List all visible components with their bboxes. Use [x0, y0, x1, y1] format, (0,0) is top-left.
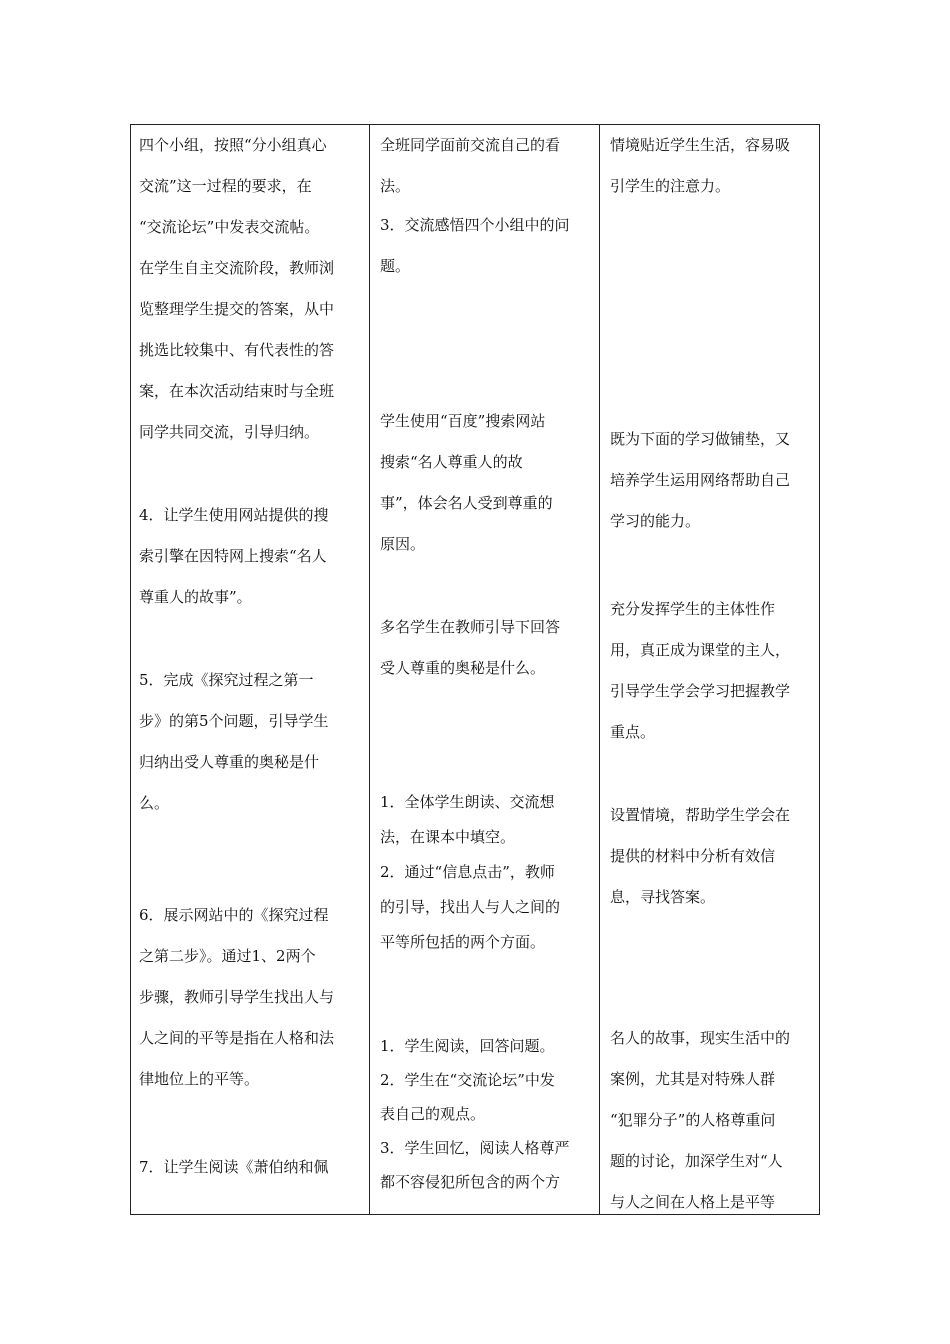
text-line: 4．让学生使用网站提供的搜	[139, 506, 329, 524]
col2-paragraph	[380, 785, 592, 960]
text-line: 既为下面的学习做铺垫，又	[610, 430, 791, 448]
text-line: 平等所包括的两个方面。	[380, 933, 546, 951]
col1-paragraph	[139, 1147, 363, 1188]
col3-paragraph	[610, 589, 812, 753]
text-line: 同学共同交流，引导归纳。	[139, 423, 320, 441]
text-line: 重点。	[610, 723, 656, 741]
col3-paragraph	[610, 419, 812, 542]
text-line: 步》的第5个问题，引导学生	[139, 712, 329, 730]
text-line: 6．展示网站中的《探究过程	[139, 906, 329, 924]
text-line: 全班同学面前交流自己的看	[380, 136, 561, 154]
text-line: 题。	[380, 257, 411, 275]
col1-paragraph	[139, 125, 363, 453]
col1-paragraph	[139, 895, 363, 1100]
text-line: 在学生自主交流阶段，教师浏	[139, 259, 335, 277]
text-line: 么。	[139, 794, 170, 812]
text-line: 法。	[380, 177, 411, 195]
text-line: 索引擎在因特网上搜索“名人	[139, 547, 327, 565]
text-line: 都不容侵犯所包含的两个方	[380, 1173, 561, 1191]
text-line: 情境贴近学生生活，容易吸	[610, 136, 791, 154]
col2-paragraph	[380, 125, 592, 207]
text-line: 培养学生运用网络帮助自己	[610, 471, 791, 489]
text-line: 1．学生阅读，回答问题。	[380, 1037, 555, 1055]
text-line: 引学生的注意力。	[610, 177, 731, 195]
text-line: 名人的故事，现实生活中的	[610, 1029, 791, 1047]
text-line: 事”，体会名人受到尊重的	[380, 494, 553, 512]
text-line: 人之间的平等是指在人格和法	[139, 1029, 335, 1047]
col3-paragraph	[610, 1018, 812, 1223]
text-line: 步骤，教师引导学生找出人与	[139, 988, 335, 1006]
text-line: 挑选比较集中、有代表性的答	[139, 341, 335, 359]
text-line: 学生使用“百度”搜索网站	[380, 412, 546, 430]
col1-paragraph	[139, 660, 363, 824]
text-line: 受人尊重的奥秘是什么。	[380, 659, 546, 677]
text-line: 3．交流感悟四个小组中的问	[380, 216, 570, 234]
col2-paragraph	[380, 607, 592, 689]
col3-paragraph	[610, 795, 812, 918]
text-line: 的引导，找出人与人之间的	[380, 898, 561, 916]
text-line: 引导学生学会学习把握教学	[610, 682, 791, 700]
text-line: 2．学生在“交流论坛”中发	[380, 1071, 555, 1089]
text-line: 与人之间在人格上是平等	[610, 1193, 776, 1211]
student-activity-column	[369, 125, 600, 1214]
text-line: 7．让学生阅读《萧伯纳和佩	[139, 1158, 329, 1176]
text-line: 搜索“名人尊重人的故	[380, 453, 523, 471]
text-line: 案，在本次活动结束时与全班	[139, 382, 335, 400]
text-line: 题的讨论，加深学生对“人	[610, 1152, 783, 1170]
col2-paragraph	[380, 401, 592, 565]
text-line: 原因。	[380, 535, 426, 553]
text-line: 法，在课本中填空。	[380, 828, 516, 846]
text-line: 设置情境，帮助学生学会在	[610, 806, 791, 824]
text-line: 5．完成《探究过程之第一	[139, 671, 314, 689]
text-line: 3．学生回忆，阅读人格尊严	[380, 1139, 570, 1157]
text-line: 案例，尤其是对特殊人群	[610, 1070, 776, 1088]
text-line: 多名学生在教师引导下回答	[380, 618, 561, 636]
teacher-activity-column	[131, 125, 369, 1214]
col3-paragraph	[610, 125, 812, 207]
text-line: 四个小组，按照“分小组真心	[139, 136, 327, 154]
text-line: 览整理学生提交的答案，从中	[139, 300, 335, 318]
text-line: 用，真正成为课堂的主人，	[610, 641, 791, 659]
col1-paragraph	[139, 495, 363, 618]
text-line: 充分发挥学生的主体性作	[610, 600, 776, 618]
text-line: 表自己的观点。	[380, 1105, 486, 1123]
text-line: 之第二步》。通过1、2两个	[139, 947, 316, 965]
lesson-plan-table	[130, 124, 820, 1215]
text-line: “犯罪分子”的人格尊重问	[610, 1111, 776, 1129]
text-line: 交流”这一过程的要求，在	[139, 177, 312, 195]
text-line: 息，寻找答案。	[610, 888, 716, 906]
text-line: 提供的材料中分析有效信	[610, 847, 776, 865]
text-line: 1．全体学生朗读、交流想	[380, 793, 555, 811]
design-intent-column	[599, 125, 820, 1214]
col2-paragraph	[380, 205, 592, 287]
text-line: 2．通过“信息点击”，教师	[380, 863, 555, 881]
text-line: 归纳出受人尊重的奥秘是什	[139, 753, 320, 771]
text-line: 尊重人的故事”。	[139, 588, 252, 606]
text-line: “交流论坛”中发表交流帖。	[139, 218, 320, 236]
col2-paragraph	[380, 1029, 592, 1199]
text-line: 学习的能力。	[610, 512, 701, 530]
text-line: 律地位上的平等。	[139, 1070, 260, 1088]
